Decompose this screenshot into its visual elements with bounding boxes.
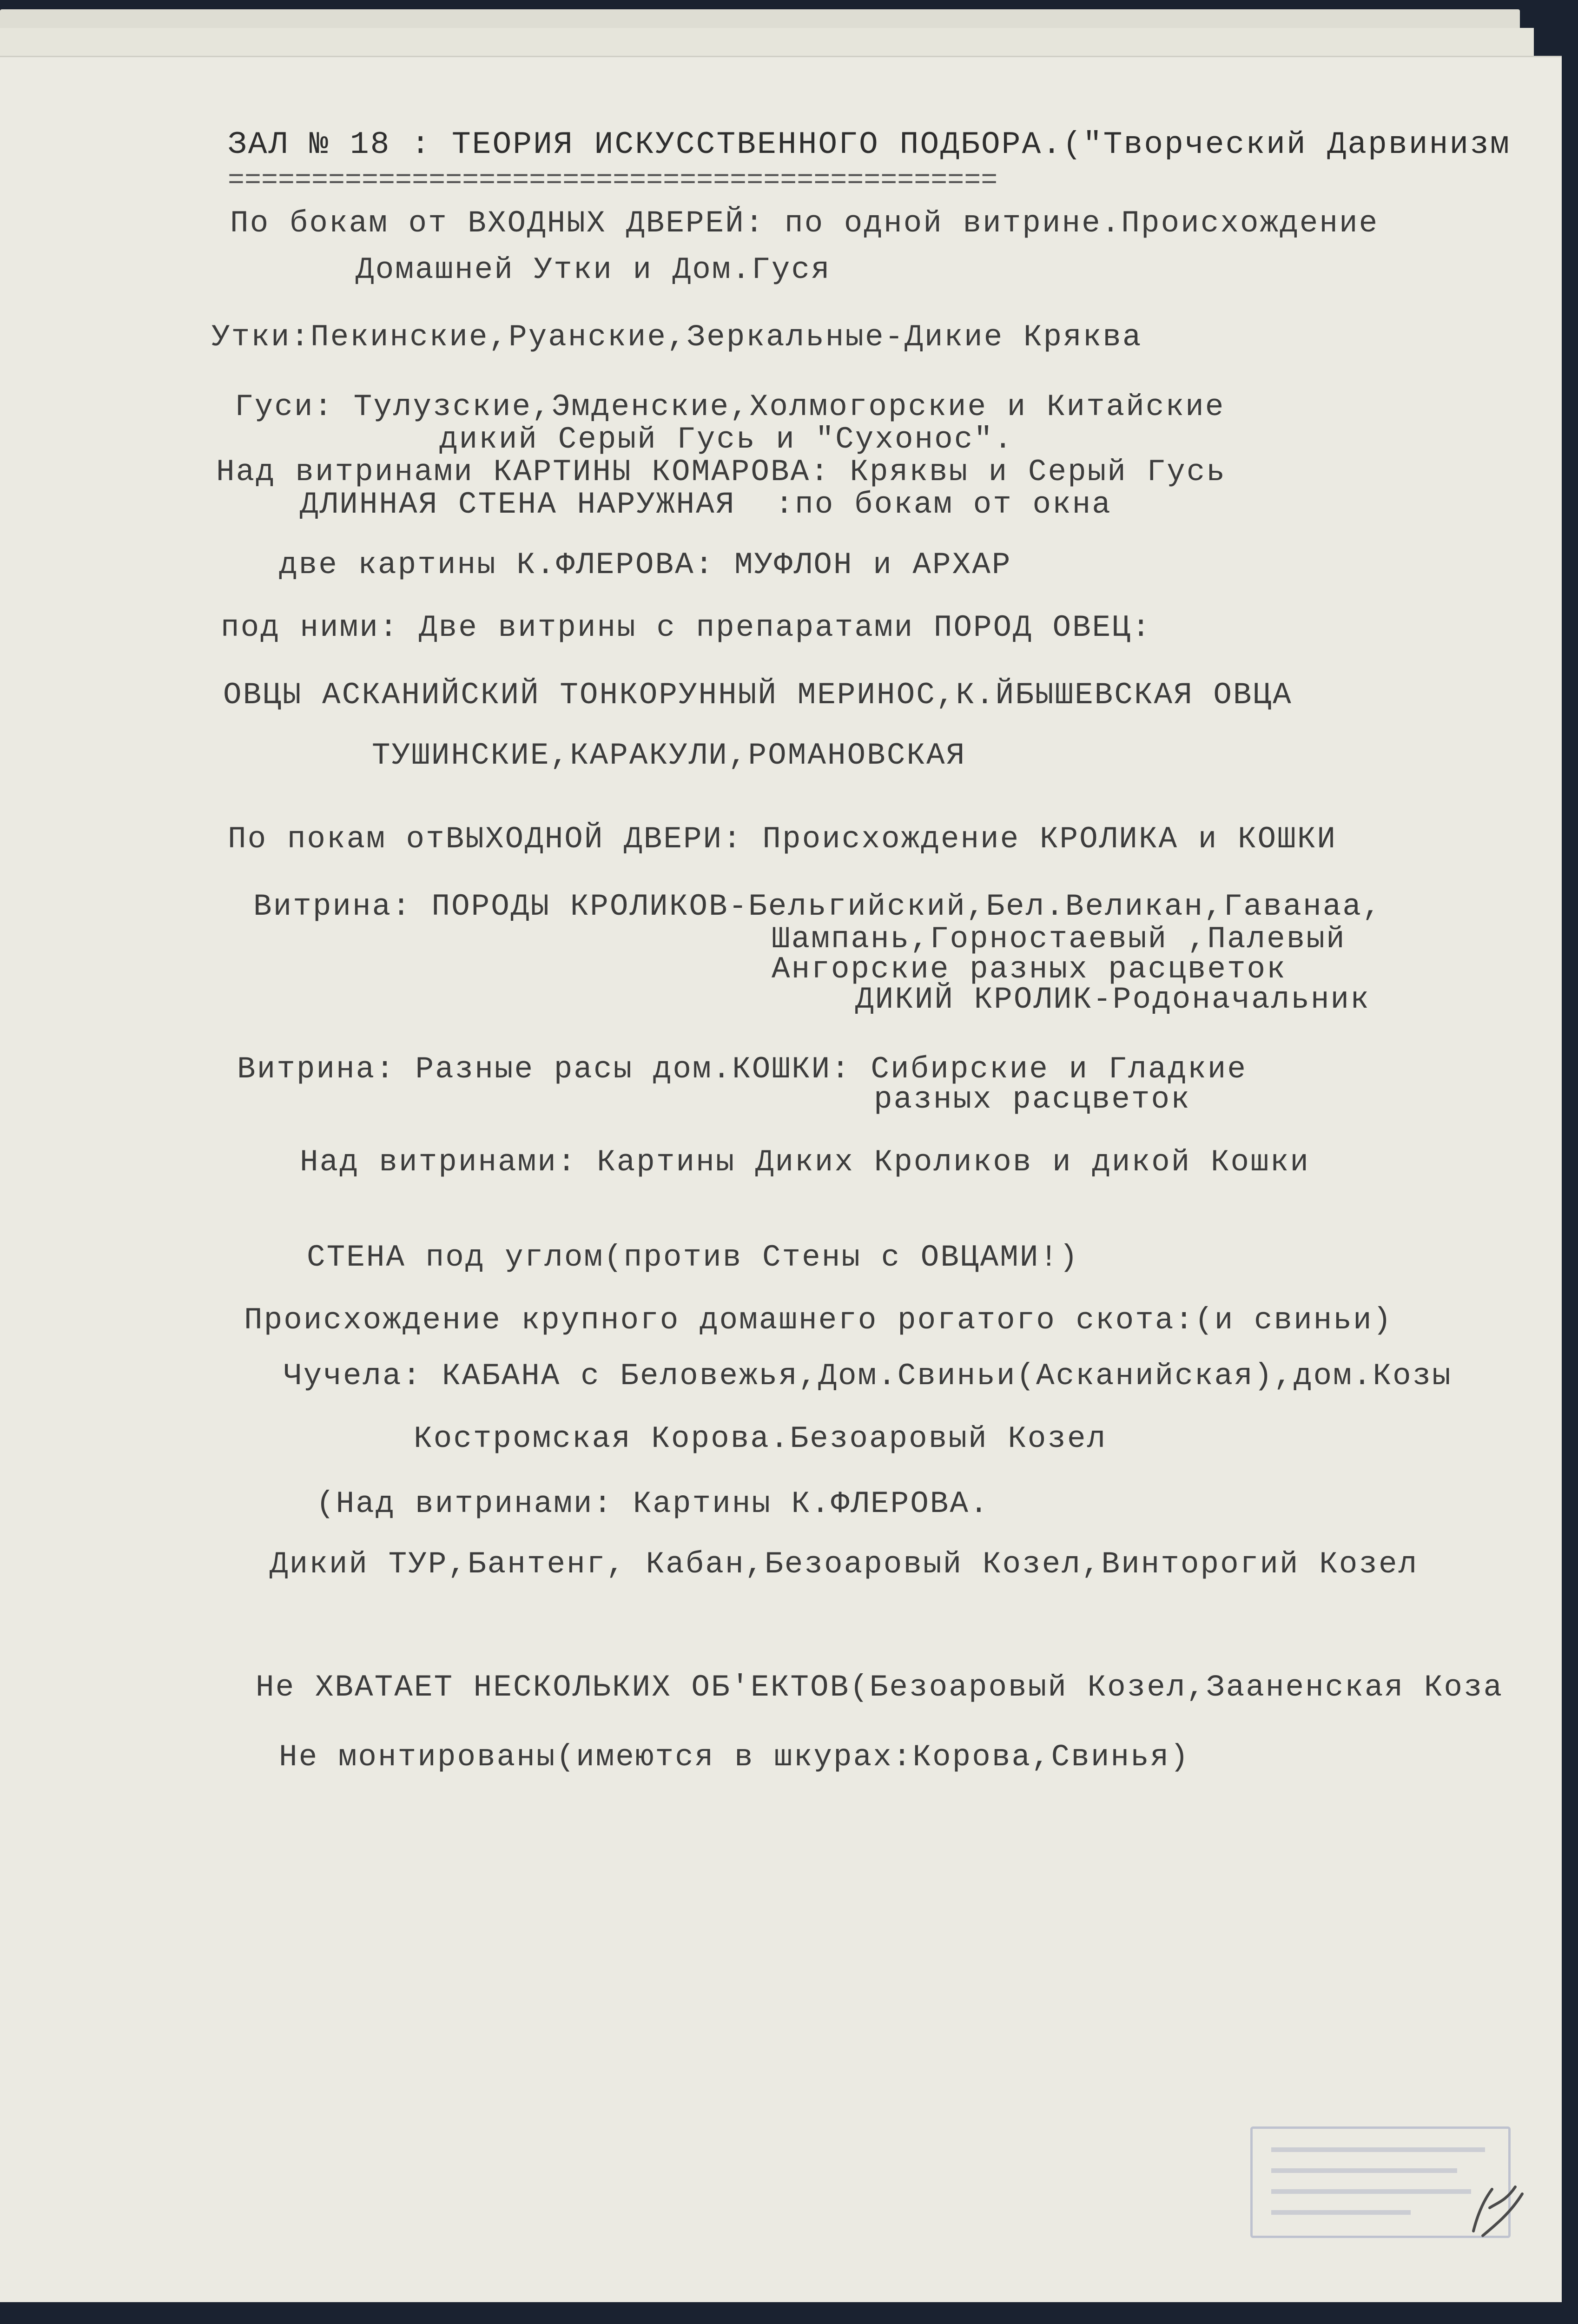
text-line: Утки:Пекинские,Руанские,Зеркальные-Дикие Кряква	[211, 320, 1142, 355]
text-line: Над витринами КАРТИНЫ КОМАРОВА: Кряквы и Серый Гусь	[216, 455, 1226, 489]
text-line: ТУШИНСКИЕ,КАРАКУЛИ,РОМАНОВСКАЯ	[372, 738, 966, 773]
text-line: Гуси: Тулузские,Эмденские,Холмогорские и Китайские	[235, 390, 1225, 424]
title-underline: ==============================================	[228, 165, 998, 197]
text-line: Над витринами: Картины Диких Кроликов и дикой Кошки	[300, 1145, 1310, 1180]
text-line: Дикий ТУР,Бантенг, Кабан,Безоаровый Козел,Винторогий Козел	[270, 1547, 1419, 1582]
text-line: (Над витринами: Картины К.ФЛЕРОВА.	[316, 1486, 990, 1521]
text-line: Не монтированы(имеются в шкурах:Корова,Свинья)	[279, 1740, 1190, 1775]
text-line: ДИКИЙ КРОЛИК-Родоначальник	[855, 982, 1370, 1017]
text-line: Шампань,Горностаевый ,Палевый	[772, 922, 1346, 957]
text-line: Не ХВАТАЕТ НЕСКОЛЬКИХ ОБ'ЕКТОВ(Безоаровый Козел,Зааненская Коза	[256, 1670, 1504, 1705]
text-line: Витрина: ПОРОДЫ КРОЛИКОВ-Бельгийский,Бел.Великан,Гаванаа,	[253, 889, 1382, 924]
text-line: Витрина: Разные расы дом.КОШКИ: Сибирские и Гладкие	[237, 1052, 1247, 1087]
text-line: разных расцветок	[874, 1082, 1191, 1117]
text-line: Ангорские разных расцветок	[772, 952, 1287, 987]
text-line: дикий Серый Гусь и "Сухонос".	[439, 422, 1014, 457]
text-line: Чучела: КАБАНА с Беловежья,Дом.Свиньи(Асканийская),дом.Козы	[284, 1359, 1452, 1393]
text-line: По покам отВЫХОДНОЙ ДВЕРИ: Происхождение КРОЛИКА и КОШКИ	[228, 822, 1337, 857]
document-page	[0, 56, 1562, 2302]
text-line: По бокам от ВХОДНЫХ ДВЕРЕЙ: по одной витрине.Происхождение	[230, 206, 1379, 241]
text-line: ДЛИННАЯ СТЕНА НАРУЖНАЯ :по бокам от окна	[300, 487, 1112, 522]
text-line: Домашней Утки и Дом.Гуся	[356, 252, 831, 287]
text-line: две картины К.ФЛЕРОВА: МУФЛОН и АРХАР	[279, 548, 1012, 582]
handwritten-signature	[1464, 2180, 1529, 2240]
text-line: ОВЦЫ АСКАНИЙСКИЙ ТОНКОРУННЫЙ МЕРИНОС,К.ЙБЫШЕВСКАЯ ОВЦА	[223, 678, 1293, 713]
text-line: Происхождение крупного домашнего рогатого скота:(и свиньи)	[244, 1303, 1393, 1338]
text-line: под ними: Две витрины с препаратами ПОРОД ОВЕЦ:	[221, 610, 1152, 645]
text-line: Костромская Корова.Безоаровый Козел	[414, 1421, 1107, 1456]
text-line: СТЕНА под углом(против Стены с ОВЦАМИ!)	[307, 1240, 1079, 1275]
page-title: ЗАЛ № 18 : ТЕОРИЯ ИСКУССТВЕННОГО ПОДБОРА.("Творческий Дарвинизм	[228, 127, 1511, 163]
